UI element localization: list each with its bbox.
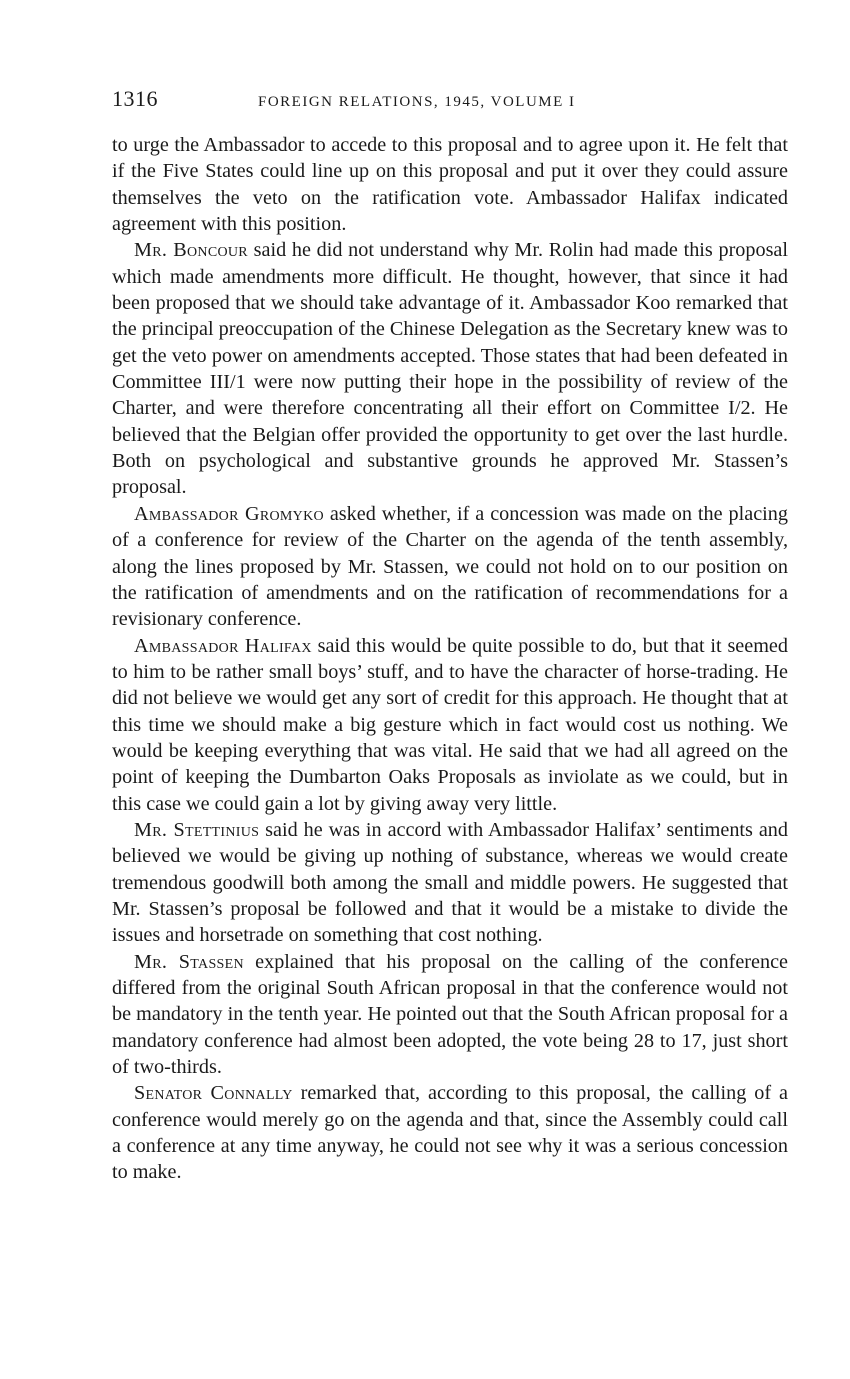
page-number: 1316 (112, 86, 158, 111)
paragraph-connally (112, 1080, 788, 1185)
paragraph-boncour (112, 237, 788, 500)
paragraph-halifax (112, 633, 788, 817)
speaker-name: Mr. Stassen (134, 950, 244, 973)
speaker-name: Mr. Stettinius (134, 818, 260, 841)
speaker-name: Senator Connally (134, 1082, 293, 1105)
running-head: FOREIGN RELATIONS, 1945, VOLUME I (258, 94, 576, 110)
paragraph-text: said he was in accord with Ambassador Halifax’ sentiments and believed we would be giving up nothing of substance, whereas we would create tremendous goodwill both among the small and middle powers. He suggested that Mr. Stassen’s proposal be followed and that it would be a mistake to divide the issues and horsetrade on something that cost nothing. (112, 818, 788, 947)
paragraph-text: asked whether, if a concession was made on the placing of a conference for review of the Charter on the agenda of the tenth assembly, along the lines proposed by Mr. Stassen, we could not hold on to our position on the ratification of amendments and on the ratification of recommendations for a revisionary conference. (112, 502, 788, 631)
paragraph-stassen (112, 949, 788, 1081)
document-page (112, 86, 788, 1186)
page-header (112, 86, 788, 120)
paragraph-continuation (112, 132, 788, 237)
paragraph-text: to urge the Ambassador to accede to this proposal and to agree upon it. He felt that if the Five States could line up on this proposal and put it over they could assure themselves the veto on the ratification vote. Ambassador Halifax indicated agreement with this position. (112, 134, 788, 236)
paragraph-text: said this would be quite possible to do, but that it seemed to him to be rather small boys’ stuff, and to have the character of horse-trading. He did not believe we would get any sort of credit for this approach. He thought that at this time we should make a big gesture which in fact would cost us nothing. We would be keeping everything that was vital. He said that we had all agreed on the point of keeping the Dumbarton Oaks Proposals as inviolate as we could, but in this case we could gain a lot by giving away very little. (112, 634, 788, 815)
paragraph-text: said he did not understand why Mr. Rolin had made this proposal which made amendments more difficult. He thought, however, that since it had been proposed that we should take advantage of it. Ambassador Koo remarked that the principal preoccupation of the Chinese Delegation as the Secretary knew was to get the veto power on amendments accepted. Those states that had been defeated in Committee III/1 were now putting their hope in the possibility of review of the Charter, and were therefore concentrating all their effort on Committee I/2. He believed that the Belgian offer provided the opportunity to get over the last hurdle. Both on psychological and substantive grounds he approved Mr. Stassen’s proposal. (112, 239, 788, 499)
speaker-name: Mr. Boncour (134, 239, 248, 262)
body-text (112, 132, 788, 1186)
speaker-name: Ambassador Gromyko (134, 502, 324, 525)
paragraph-stettinius (112, 817, 788, 949)
paragraph-gromyko (112, 501, 788, 633)
paragraph-text: remarked that, according to this proposal, the calling of a conference would merely go on the agenda and that, since the Assembly could call a conference at any time anyway, he could not see why it was a serious concession to make. (112, 1082, 788, 1184)
speaker-name: Ambassador Halifax (134, 634, 312, 657)
paragraph-text: explained that his proposal on the calling of the conference differed from the original South African proposal in that the conference would not be mandatory in the tenth year. He pointed out that the South African proposal for a mandatory conference had almost been adopted, the vote being 28 to 17, just short of two-thirds. (112, 950, 788, 1079)
